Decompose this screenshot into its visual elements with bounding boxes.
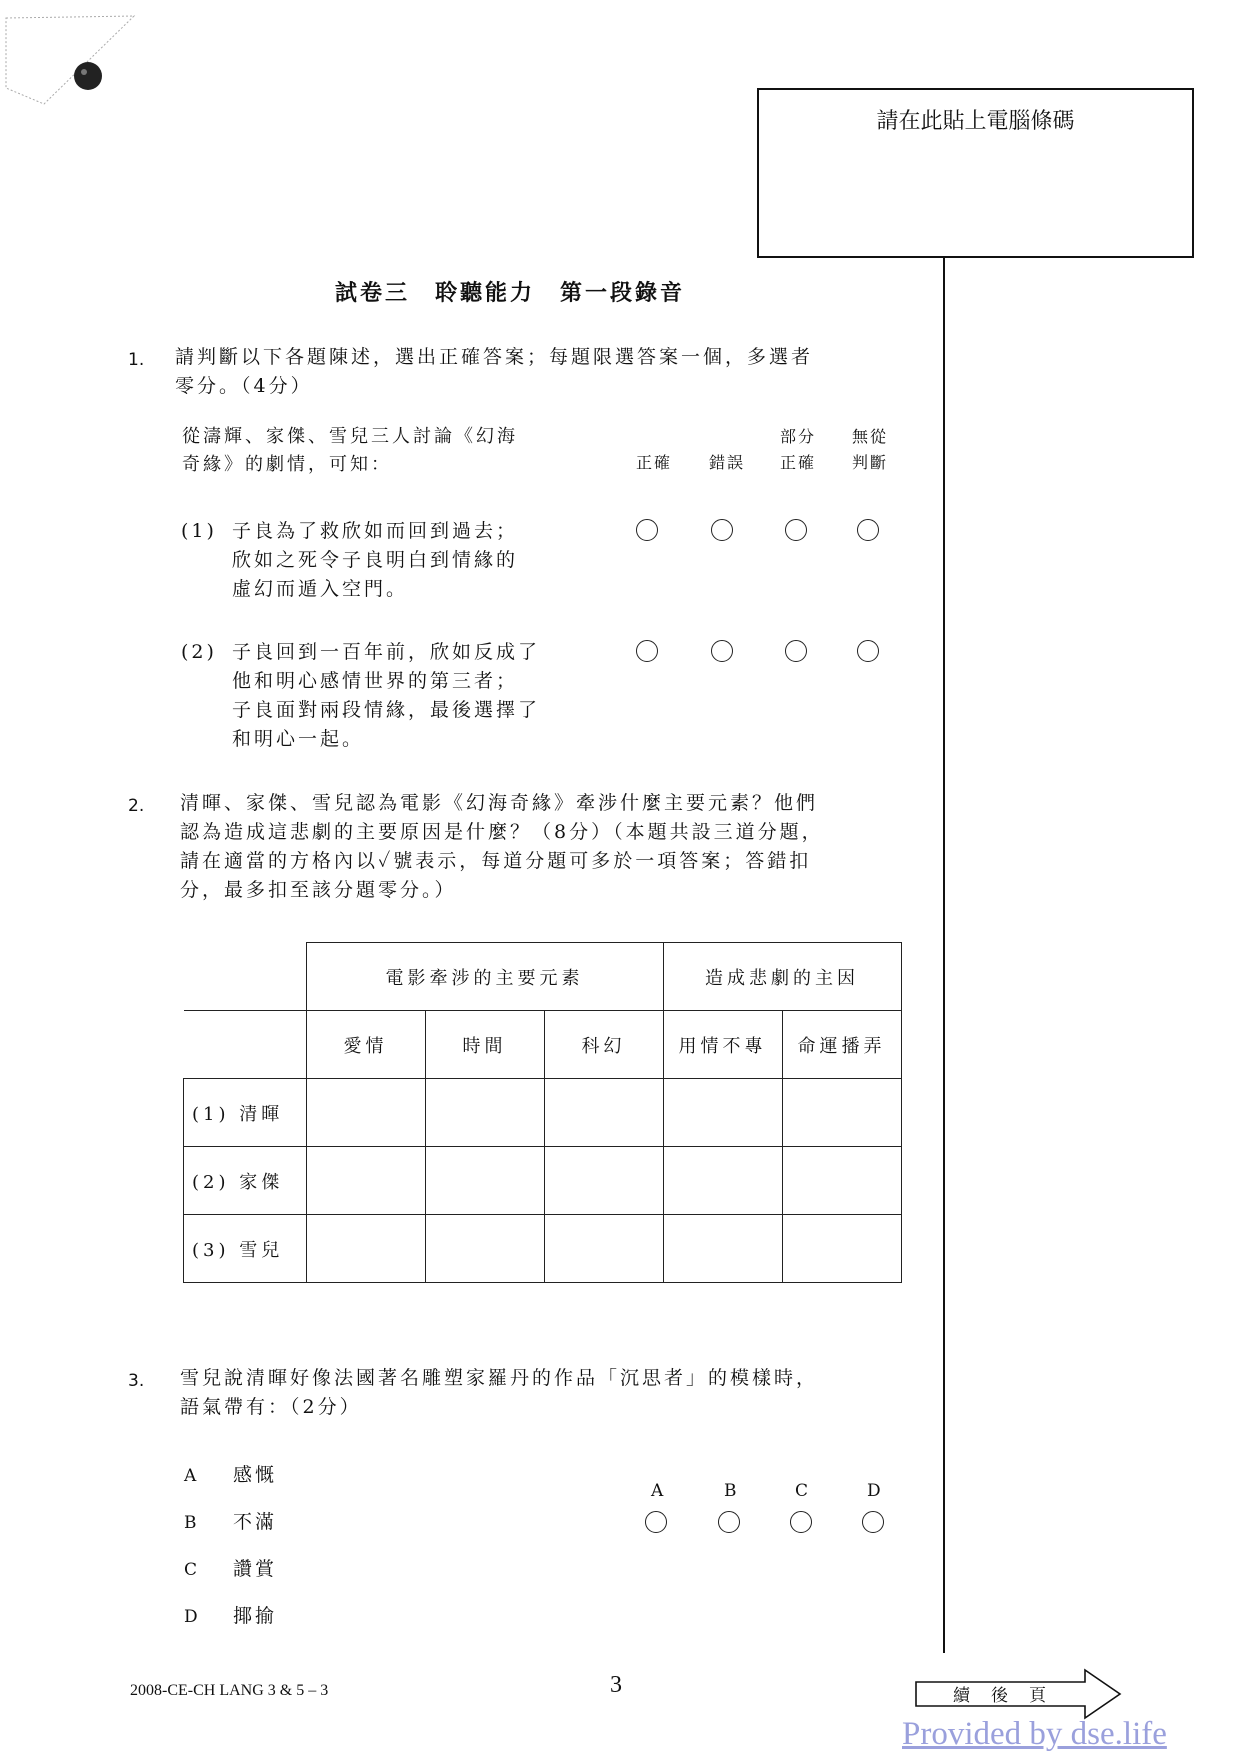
tick-cell[interactable] [663,1079,782,1147]
paper-title: 試卷三 聆聽能力 第一段錄音 [334,280,685,306]
tick-cell[interactable] [782,1147,901,1215]
tick-cell[interactable] [425,1147,544,1215]
q1-instruction-1: 請判斷以下各題陳述，選出正確答案；每題限選答案一個，多選者 [175,346,814,368]
q3-answer-circle[interactable] [790,1511,812,1533]
tick-cell[interactable] [782,1215,901,1283]
exam-seal-emblem [4,8,144,108]
q1-2-answer-circle[interactable] [785,640,807,662]
q1-col-header: 正確 [635,453,672,472]
q3-answer-circle[interactable] [862,1511,884,1533]
q1-stem-2: 奇緣》的劇情，可知： [182,454,392,475]
q1-instruction-2: 零分。（4分） [175,375,313,397]
q3-option-letter: B [184,1513,197,1533]
q3-answer-letter: D [867,1481,881,1501]
q1-col-header: 錯誤 [708,453,745,472]
paper-code: 2008-CE-CH LANG 3 & 5 – 3 [130,1682,329,1699]
continue-arrow-label: 續 後 頁 [953,1686,1048,1706]
table-blank-corner [184,943,307,1011]
q3-text: 雪兒說清暉好像法國著名雕塑家羅丹的作品「沉思者」的模樣時， 語氣帶有：（2分） [180,1367,819,1418]
q3-answer-letter: A [651,1481,664,1501]
q3-option-text: 揶揄 [233,1605,278,1627]
tick-cell[interactable] [306,1215,425,1283]
q3-option-text: 感慨 [233,1464,278,1486]
q2-text: 清暉、家傑、雪兒認為電影《幻海奇緣》牽涉什麼主要元素？他們 認為造成這悲劇的主要原因是什麼？（8分）（本題共設三道分題， 請在適當的方格內以✓號表示，每道分題可多於一項答案；答錯扣 分，最多扣至該分題零分。） [180,792,824,901]
q3-option-letter: C [184,1560,198,1580]
table-column-header: 愛情 [306,1011,425,1079]
tick-cell[interactable] [782,1079,901,1147]
provided-by-watermark: Provided by dse.life [902,1716,1167,1752]
q3-option-letter: D [184,1607,198,1627]
table-column-header: 用情不專 [663,1011,782,1079]
q1-1-answer-circle[interactable] [857,519,879,541]
q3-option-letter: A [184,1466,197,1486]
barcode-sticker-box [757,88,1194,258]
table-group-header: 電影牽涉的主要元素 [306,943,663,1011]
q1-item-text: 子良為了救欣如而回到過去； 欣如之死令子良明白到情緣的 虛幻而遁入空門。 [232,520,519,600]
q1-1-answer-circle[interactable] [785,519,807,541]
table-row [184,1079,902,1147]
tick-cell[interactable] [544,1147,663,1215]
q3-option-text: 不滿 [233,1511,278,1533]
table-row-label: (3) 雪兒 [184,1215,307,1283]
table-row [184,1147,902,1215]
q1-number: 1. [128,350,145,370]
barcode-label: 請在此貼上電腦條碼 [876,109,1075,134]
tick-cell[interactable] [663,1147,782,1215]
q2-answer-table [183,942,902,1283]
table-column-header: 時間 [425,1011,544,1079]
q2-number: 2. [128,796,145,816]
q1-item-text: 子良回到一百年前，欣如反成了 他和明心感情世界的第三者； 子良面對兩段情緣，最後選擇了 和明心一起。 [232,641,541,750]
table-blank-corner [184,1011,307,1079]
table-row-label: (2) 家傑 [184,1147,307,1215]
table-group-header: 造成悲劇的主因 [663,943,901,1011]
tick-cell[interactable] [544,1215,663,1283]
q3-option-text: 讚賞 [233,1558,278,1580]
q1-item-label: (1) [181,520,217,542]
table-row [184,1215,902,1283]
q1-2-answer-circle[interactable] [636,640,658,662]
q3-number: 3. [128,1371,145,1391]
tick-cell[interactable] [544,1079,663,1147]
q3-answer-circle[interactable] [718,1511,740,1533]
continue-arrow [915,1668,1122,1720]
q1-item-label: (2) [181,641,217,663]
q1-col-header: 部分 正確 [779,427,816,472]
q1-1-answer-circle[interactable] [636,519,658,541]
tick-cell[interactable] [306,1079,425,1147]
table-column-header: 命運播弄 [782,1011,901,1079]
q1-stem-1: 從濤輝、家傑、雪兒三人討論《幻海 [182,426,518,447]
q3-answer-circle[interactable] [645,1511,667,1533]
tick-cell[interactable] [425,1215,544,1283]
tick-cell[interactable] [425,1079,544,1147]
table-column-header: 科幻 [544,1011,663,1079]
q1-1-answer-circle[interactable] [711,519,733,541]
q1-2-answer-circle[interactable] [857,640,879,662]
q1-2-answer-circle[interactable] [711,640,733,662]
q3-answer-letter: B [724,1481,737,1501]
tick-cell[interactable] [663,1215,782,1283]
page-number: 3 [610,1672,622,1698]
tick-cell[interactable] [306,1147,425,1215]
q1-col-header: 無從 判斷 [851,427,888,472]
q3-answer-letter: C [795,1481,809,1501]
table-row-label: (1) 清暉 [184,1079,307,1147]
margin-line [943,258,945,1653]
